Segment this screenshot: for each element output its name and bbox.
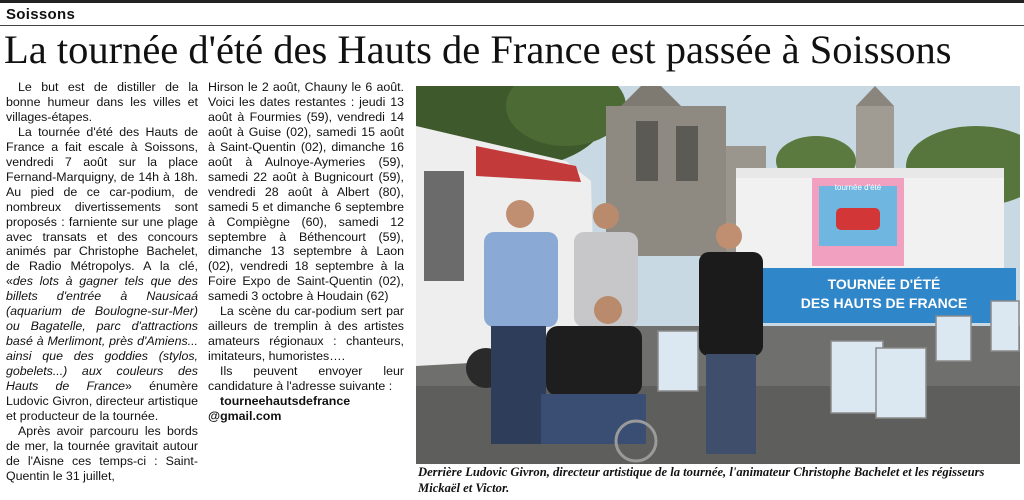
top-rule xyxy=(0,0,1024,3)
paragraph: Ils peuvent envoyer leur candidature à l'adresse suivante : xyxy=(208,364,404,394)
paragraph: Le but est de distiller de la bonne humeur dans les villes et villages-étapes. xyxy=(6,80,198,124)
rubric-rule xyxy=(0,25,1024,26)
screen-label: tournée d'été xyxy=(834,183,882,192)
paragraph: Après avoir parcouru les bords de mer, la tournée gravitait autour de l'Aisne ces temps-ci : Saint-Quentin le 31 juillet, xyxy=(6,423,198,483)
banner-line-2: DES HAUTS DE FRANCE xyxy=(800,295,968,311)
headline: La tournée d'été des Hauts de France est passée à Soissons xyxy=(4,27,952,72)
photo-caption: Derrière Ludovic Givron, directeur artistique de la tournée, l'animateur Christophe Bachelet et les régisseurs Mickaël et Victor. xyxy=(418,465,985,495)
paragraph: La scène du car-podium sert par ailleurs de tremplin à des artistes amateurs régionaux : chanteurs, imitateurs, humoristes…. xyxy=(208,304,404,364)
paragraph: La tournée d'été des Hauts de France a fait escale à Soissons, vendredi 7 août sur la place Fernand-Marquigny, de 14h à 18h. Au pied de ce car-podium, de nombreux divertissements sont proposés : farniente sur une plage avec transats et des concours animés par Christophe Bachelet, de Radio Métropolys. A la clé, «des lots à gagner tels que des billets d'entrée à Nausicaá (aquarium de Boulogne-sur-Mer) ou Bagatelle, parc d'attractions basé à Merlimont, près d'Amiens... ainsi que des goddies (stylos, gobelets...) aux couleurs des Hauts de France» énumère Ludovic Givron, directeur artistique et producteur de la tournée. xyxy=(6,124,198,423)
section-rubric: Soissons xyxy=(6,6,76,23)
quote: des lots à gagner tels que des billets d'entrée à Nausicaá (aquarium de Boulogne-sur-Mer) ou Bagatelle, parc d'attractions basé à Merlimont, près d'Amiens... ainsi que des goddies (stylos, gobelets...) aux couleurs des Hauts de France xyxy=(6,274,198,394)
article-column-1 xyxy=(6,80,198,484)
banner-line-1: TOURNÉE D'ÉTÉ xyxy=(827,276,941,292)
article-column-2 xyxy=(208,80,404,424)
email-address: tourneehautsdefrance @gmail.com xyxy=(208,394,351,423)
article-photo xyxy=(416,86,1020,464)
paragraph: Hirson le 2 août, Chauny le 6 août. Voici les dates restantes : jeudi 13 août à Fourmies (59), vendredi 14 août à Guise (02), samedi 15 août à Saint-Quentin (02), dimanche 16 août à Aulnoye-Aymeries (59), samedi 22 août à Bugnicourt (59), vendredi 28 août à Albert (80), samedi 5 et dimanche 6 septembre à Compiègne (60), samedi 12 septembre à Béthencourt (59), dimanche 13 septembre à Laon (02), vendredi 18 septembre à la Foire Expo de Saint-Quentin (02), samedi 3 octobre à Houdain (62) xyxy=(208,80,404,304)
photo-illustration xyxy=(416,86,1020,464)
